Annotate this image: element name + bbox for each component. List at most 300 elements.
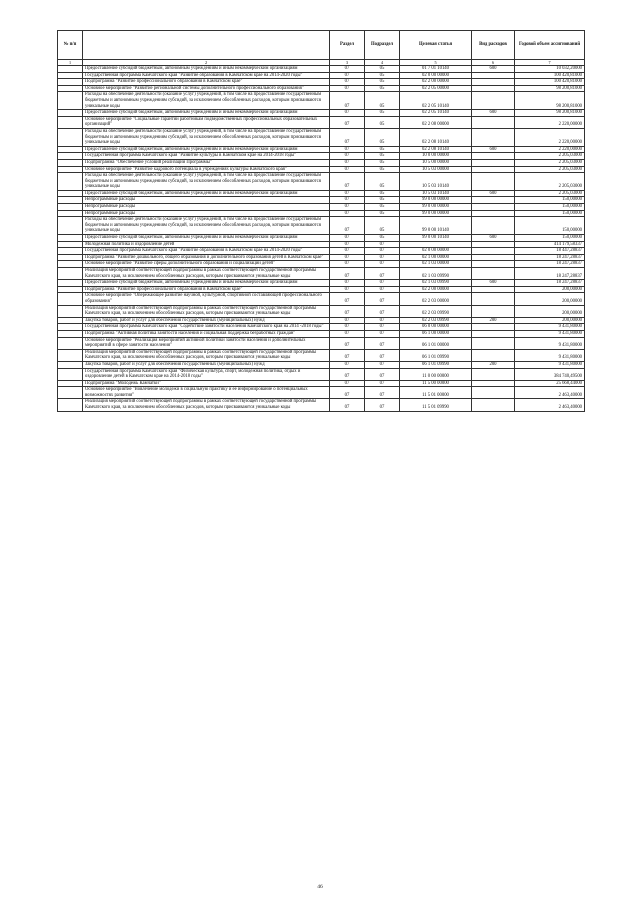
cell-amount: 18 447,28837 — [515, 248, 585, 255]
cell-section: 07 — [330, 66, 365, 73]
cell-subsection: 05 — [365, 197, 400, 204]
cell-target-article: 11 5 01 00000 — [400, 387, 472, 399]
cell-amount: 414 179,58337 — [515, 241, 585, 248]
header-row — [58, 31, 585, 60]
cell-target-article: 11 5 01 09990 — [400, 399, 472, 411]
cell-target-article: 99 0 00 00000 — [400, 197, 472, 204]
cell-name: Предоставление субсидий бюджетным, автономным учреждениям и иным некоммерческим организациям — [83, 66, 330, 73]
table-row — [58, 72, 585, 79]
cell-section: 07 — [330, 116, 365, 128]
cell-index — [58, 173, 83, 191]
cell-name: Подпрограмма "Развитие профессионального образования в Камчатском крае" — [83, 79, 330, 86]
cell-section: 07 — [330, 197, 365, 204]
cell-expense-type — [472, 349, 515, 361]
cell-index — [58, 210, 83, 217]
cell-index — [58, 286, 83, 293]
cell-expense-type: 600 — [472, 146, 515, 153]
cell-name: Расходы на обеспечение деятельности (оказание услуг) учреждений, в том числе на предоставление государственным бюджетным и автономным учреждениям субсидий, за исключением обособленных расходов, которым присваиваются уникальные коды — [83, 92, 330, 110]
cell-name: Основное мероприятие "Развитие региональной системы дополнительного профессионального образования" — [83, 85, 330, 92]
cell-section: 07 — [330, 286, 365, 293]
cell-expense-type: 200 — [472, 361, 515, 368]
header-cell: Подраздел — [365, 31, 400, 60]
cell-index — [58, 254, 83, 261]
cell-amount: 2 205,03000 — [515, 166, 585, 173]
cell-target-article: 06 1 01 00000 — [400, 337, 472, 349]
cell-name: Государственная программа Камчатского края "Развитие культуры в Камчатском крае на 2014-2018 годы" — [83, 153, 330, 160]
cell-section: 07 — [330, 317, 365, 324]
cell-section: 07 — [330, 190, 365, 197]
table-row — [58, 85, 585, 92]
cell-index — [58, 324, 83, 331]
cell-target-article: 02 2 08 00000 — [400, 116, 472, 128]
cell-index — [58, 317, 83, 324]
cell-name: Предоставление субсидий бюджетным, автономным учреждениям и иным некоммерческим организациям — [83, 235, 330, 242]
header-cell: № п/п — [58, 31, 83, 60]
header-cell: Вид расходов — [472, 31, 515, 60]
cell-target-article: 99 0 00 10140 — [400, 217, 472, 235]
table-row — [58, 261, 585, 268]
cell-expense-type — [472, 337, 515, 349]
cell-subsection: 05 — [365, 210, 400, 217]
cell-index — [58, 116, 83, 128]
cell-name: Непрограммные расходы — [83, 197, 330, 204]
cell-subsection: 05 — [365, 204, 400, 211]
cell-name: Основное мероприятие "Реализация мероприятий активной политики занятости населения и дополнительных мероприятий в сфере занятости населения" — [83, 337, 330, 349]
cell-index — [58, 159, 83, 166]
table-row — [58, 79, 585, 86]
table-body — [58, 66, 585, 412]
cell-name: Государственная программа Камчатского края "Физическая культура, спорт, молодежная политика, отдых и оздоровление детей в Камчатском крае на 2014-2018 годы" — [83, 368, 330, 380]
cell-amount: 2 463,40000 — [515, 399, 585, 411]
table-row — [58, 293, 585, 305]
cell-subsection: 07 — [365, 317, 400, 324]
cell-target-article: 06 0 00 00000 — [400, 324, 472, 331]
table-row — [58, 268, 585, 280]
cell-expense-type — [472, 153, 515, 160]
cell-section: 07 — [330, 261, 365, 268]
cell-name: Основное мероприятие "Социальные гарантии работникам подведомственных профессиональных образовательных организаций" — [83, 116, 330, 128]
table-row — [58, 210, 585, 217]
cell-expense-type — [472, 128, 515, 146]
cell-subsection: 05 — [365, 79, 400, 86]
cell-target-article: 02 2 00 00000 — [400, 79, 472, 86]
cell-target-article: 10 5 03 00000 — [400, 166, 472, 173]
cell-expense-type — [472, 79, 515, 86]
cell-target-article: 02 2 05 10140 — [400, 92, 472, 110]
cell-name: Расходы на обеспечение деятельности (оказание услуг) учреждений, в том числе на предоставление государственным бюджетным и автономным учреждениям субсидий, за исключением обособленных расходов, которым присваиваются уникальные коды — [83, 217, 330, 235]
cell-name: Предоставление субсидий бюджетным, автономным учреждениям и иным некоммерческим организациям — [83, 280, 330, 287]
cell-expense-type — [472, 268, 515, 280]
cell-index — [58, 66, 83, 73]
cell-target-article: 10 5 03 10140 — [400, 190, 472, 197]
cell-subsection: 05 — [365, 190, 400, 197]
cell-index — [58, 241, 83, 248]
cell-section: 07 — [330, 210, 365, 217]
column-number: 3 — [330, 60, 365, 66]
table-row — [58, 349, 585, 361]
cell-target-article: 99 0 00 10140 — [400, 235, 472, 242]
cell-target-article: 02 2 08 10140 — [400, 128, 472, 146]
cell-subsection: 05 — [365, 116, 400, 128]
cell-amount: 9 431,80000 — [515, 330, 585, 337]
cell-amount: 200,00000 — [515, 305, 585, 317]
cell-target-article: 02 2 05 00000 — [400, 85, 472, 92]
cell-subsection: 05 — [365, 159, 400, 166]
table-row — [58, 197, 585, 204]
cell-name: Реализация мероприятий соответствующей подпрограммы в рамках соответствующей государственной программы Камчатского края, за исключением обособленных расходов, которым присваиваются уникальные коды — [83, 349, 330, 361]
cell-target-article: 02 2 05 10140 — [400, 110, 472, 117]
cell-index — [58, 190, 83, 197]
table-row — [58, 241, 585, 248]
table-row — [58, 248, 585, 255]
cell-section: 07 — [330, 235, 365, 242]
cell-index — [58, 248, 83, 255]
page-number: 46 — [317, 884, 323, 890]
column-number: 6 — [472, 60, 515, 66]
cell-expense-type — [472, 286, 515, 293]
cell-subsection: 05 — [365, 217, 400, 235]
cell-index — [58, 305, 83, 317]
cell-amount: 384 740,49500 — [515, 368, 585, 380]
cell-index — [58, 72, 83, 79]
table-row — [58, 317, 585, 324]
cell-amount: 9 431,80000 — [515, 349, 585, 361]
table-row — [58, 159, 585, 166]
cell-index — [58, 153, 83, 160]
cell-target-article: 02 2 08 10140 — [400, 146, 472, 153]
cell-subsection: 07 — [365, 254, 400, 261]
cell-target-article — [400, 241, 472, 248]
table-row — [58, 204, 585, 211]
table-row — [58, 190, 585, 197]
cell-target-article: 02 0 00 00000 — [400, 72, 472, 79]
header-cell: Раздел — [330, 31, 365, 60]
cell-subsection: 07 — [365, 330, 400, 337]
cell-subsection: 07 — [365, 286, 400, 293]
cell-expense-type — [472, 254, 515, 261]
cell-name: Расходы на обеспечение деятельности (оказание услуг) учреждений, в том числе на предоставление государственным бюджетным и автономным учреждениям субсидий, за исключением обособленных расходов, которым присваиваются уникальные коды — [83, 173, 330, 191]
cell-index — [58, 293, 83, 305]
cell-amount: 9 431,80000 — [515, 337, 585, 349]
table-row — [58, 173, 585, 191]
cell-target-article: 11 5 00 00000 — [400, 380, 472, 387]
cell-name: Подпрограмма "Обеспечение условий реализации Программы" — [83, 159, 330, 166]
cell-index — [58, 166, 83, 173]
cell-target-article: 99 0 00 00000 — [400, 204, 472, 211]
cell-amount: 2 205,03000 — [515, 159, 585, 166]
cell-section: 07 — [330, 368, 365, 380]
cell-subsection: 05 — [365, 173, 400, 191]
cell-amount: 200,00000 — [515, 293, 585, 305]
table-row — [58, 254, 585, 261]
cell-index — [58, 197, 83, 204]
cell-section: 07 — [330, 361, 365, 368]
cell-section: 07 — [330, 330, 365, 337]
table-row — [58, 380, 585, 387]
cell-subsection: 05 — [365, 110, 400, 117]
cell-expense-type — [472, 72, 515, 79]
cell-target-article: 10 0 00 00000 — [400, 153, 472, 160]
cell-amount: 100 420,81000 — [515, 79, 585, 86]
cell-expense-type — [472, 261, 515, 268]
cell-index — [58, 368, 83, 380]
cell-target-article: 02 2 00 00000 — [400, 286, 472, 293]
cell-name: Предоставление субсидий бюджетным, автономным учреждениям и иным некоммерческим организациям — [83, 146, 330, 153]
cell-subsection: 07 — [365, 337, 400, 349]
cell-index — [58, 235, 83, 242]
cell-amount: 9 431,80000 — [515, 361, 585, 368]
cell-name: Государственная программа Камчатского края "Содействие занятости населения Камчатского края на 2014 -2018 годы" — [83, 324, 330, 331]
cell-section: 07 — [330, 380, 365, 387]
cell-expense-type: 600 — [472, 66, 515, 73]
cell-name: Государственная программа Камчатского края "Развитие образования в Камчатском крае на 2014-2020 годы" — [83, 72, 330, 79]
cell-section: 07 — [330, 305, 365, 317]
cell-target-article: 02 1 03 00000 — [400, 261, 472, 268]
cell-section: 07 — [330, 153, 365, 160]
cell-subsection: 07 — [365, 324, 400, 331]
table-row — [58, 305, 585, 317]
cell-target-article: 02 1 03 09990 — [400, 280, 472, 287]
cell-section: 07 — [330, 399, 365, 411]
cell-section: 07 — [330, 349, 365, 361]
cell-section: 07 — [330, 72, 365, 79]
cell-subsection: 07 — [365, 268, 400, 280]
cell-amount: 200,00000 — [515, 317, 585, 324]
column-number: 1 — [58, 60, 83, 66]
cell-index — [58, 217, 83, 235]
cell-name: Закупка товаров, работ и услуг для обеспечения государственных (муниципальных) нужд — [83, 361, 330, 368]
cell-expense-type — [472, 324, 515, 331]
cell-amount: 2 220,00000 — [515, 128, 585, 146]
cell-subsection: 07 — [365, 280, 400, 287]
table-row — [58, 110, 585, 117]
cell-name: Реализация мероприятий соответствующей подпрограммы в рамках соответствующей государственной программы Камчатского края, за исключением обособленных расходов, которым присваиваются уникальные коды — [83, 305, 330, 317]
cell-name: Предоставление субсидий бюджетным, автономным учреждениям и иным некоммерческим организациям — [83, 190, 330, 197]
cell-amount: 98 200,81000 — [515, 85, 585, 92]
cell-amount: 10 032,20000 — [515, 66, 585, 73]
cell-section: 07 — [330, 293, 365, 305]
cell-subsection: 07 — [365, 305, 400, 317]
cell-index — [58, 146, 83, 153]
cell-name: Основное мероприятие "Развитие кадрового потенциала в учреждениях культуры Камчатского края" — [83, 166, 330, 173]
table-row — [58, 166, 585, 173]
budget-table — [57, 30, 585, 412]
cell-expense-type — [472, 159, 515, 166]
header-cell: Годовой объем ассигнований — [515, 31, 585, 60]
cell-expense-type: 600 — [472, 110, 515, 117]
cell-target-article: 99 0 00 00000 — [400, 210, 472, 217]
cell-amount: 100 420,81000 — [515, 72, 585, 79]
cell-expense-type — [472, 380, 515, 387]
cell-section: 07 — [330, 268, 365, 280]
table-row — [58, 280, 585, 287]
cell-index — [58, 349, 83, 361]
cell-subsection: 05 — [365, 85, 400, 92]
cell-target-article: 11 0 00 00000 — [400, 368, 472, 380]
cell-index — [58, 79, 83, 86]
cell-name: Непрограммные расходы — [83, 210, 330, 217]
cell-expense-type — [472, 399, 515, 411]
cell-target-article: 02 1 03 09990 — [400, 268, 472, 280]
cell-expense-type — [472, 330, 515, 337]
cell-index — [58, 204, 83, 211]
cell-index — [58, 85, 83, 92]
table-row — [58, 116, 585, 128]
cell-amount: 150,00000 — [515, 210, 585, 217]
table-row — [58, 217, 585, 235]
cell-amount: 2 205,03000 — [515, 153, 585, 160]
cell-index — [58, 361, 83, 368]
table-row — [58, 66, 585, 73]
cell-subsection: 05 — [365, 72, 400, 79]
cell-name: Основное мероприятие "Вовлечение молодёжи в социальную практику и её информирование о потенциальных возможностях развития" — [83, 387, 330, 399]
cell-expense-type — [472, 305, 515, 317]
cell-index — [58, 92, 83, 110]
cell-expense-type — [472, 241, 515, 248]
table-row — [58, 92, 585, 110]
cell-amount: 2 220,00000 — [515, 116, 585, 128]
cell-expense-type: 600 — [472, 190, 515, 197]
cell-index — [58, 330, 83, 337]
cell-target-article: 10 5 03 10140 — [400, 173, 472, 191]
cell-section: 07 — [330, 110, 365, 117]
table-row — [58, 387, 585, 399]
cell-amount: 2 463,40000 — [515, 387, 585, 399]
cell-subsection: 07 — [365, 399, 400, 411]
cell-subsection: 07 — [365, 241, 400, 248]
cell-subsection: 07 — [365, 380, 400, 387]
cell-amount: 9 431,80000 — [515, 324, 585, 331]
cell-expense-type — [472, 116, 515, 128]
cell-subsection: 05 — [365, 153, 400, 160]
cell-subsection: 05 — [365, 92, 400, 110]
cell-name: Государственная программа Камчатского края "Развитие образования в Камчатском крае на 2014-2020 годы" — [83, 248, 330, 255]
cell-subsection: 07 — [365, 261, 400, 268]
cell-section: 07 — [330, 92, 365, 110]
cell-subsection: 05 — [365, 166, 400, 173]
cell-index — [58, 380, 83, 387]
cell-name: Основное мероприятие "Опережающее развитие научной, культурной, спортивной составляющей профессионального образования" — [83, 293, 330, 305]
budget-table-sheet — [57, 30, 584, 412]
cell-expense-type — [472, 92, 515, 110]
cell-amount: 98 200,81000 — [515, 110, 585, 117]
cell-section: 07 — [330, 128, 365, 146]
table-row — [58, 146, 585, 153]
table-row — [58, 128, 585, 146]
cell-name: Подпрограмма "Развитие дошкольного, общего образования и дополнительного образования детей в Камчатском крае" — [83, 254, 330, 261]
cell-name: Непрограммные расходы — [83, 204, 330, 211]
cell-target-article: 02 2 03 00000 — [400, 293, 472, 305]
cell-expense-type — [472, 210, 515, 217]
cell-name: Подпрограмма "Развитие профессионального образования в Камчатском крае" — [83, 286, 330, 293]
cell-amount: 150,00000 — [515, 235, 585, 242]
cell-subsection: 05 — [365, 146, 400, 153]
table-row — [58, 330, 585, 337]
cell-section: 07 — [330, 146, 365, 153]
cell-target-article: 02 2 03 09990 — [400, 305, 472, 317]
cell-target-article: 06 1 01 09990 — [400, 349, 472, 361]
table-row — [58, 235, 585, 242]
cell-amount: 98 200,81000 — [515, 92, 585, 110]
cell-name: Основное мероприятие "Развитие сферы дополнительного образования и социализации детей" — [83, 261, 330, 268]
cell-amount: 18 247,28837 — [515, 280, 585, 287]
cell-section: 07 — [330, 241, 365, 248]
cell-subsection: 07 — [365, 361, 400, 368]
cell-subsection: 07 — [365, 349, 400, 361]
table-row — [58, 361, 585, 368]
cell-index — [58, 387, 83, 399]
cell-target-article: 02 2 03 09990 — [400, 317, 472, 324]
cell-target-article: 01 7 01 10140 — [400, 66, 472, 73]
column-number: 5 — [400, 60, 472, 66]
column-number: 7 — [515, 60, 585, 66]
cell-expense-type — [472, 217, 515, 235]
cell-amount: 150,00000 — [515, 204, 585, 211]
cell-expense-type — [472, 368, 515, 380]
cell-index — [58, 261, 83, 268]
cell-name: Подпрограмма "Молодежь Камчатки" — [83, 380, 330, 387]
cell-expense-type — [472, 166, 515, 173]
table-row — [58, 324, 585, 331]
cell-section: 07 — [330, 280, 365, 287]
cell-index — [58, 399, 83, 411]
cell-section: 07 — [330, 254, 365, 261]
header-cell — [83, 31, 330, 60]
cell-name: Молодежная политика и оздоровление детей — [83, 241, 330, 248]
cell-index — [58, 110, 83, 117]
table-row — [58, 337, 585, 349]
cell-amount: 150,00000 — [515, 217, 585, 235]
cell-amount: 25 668,44000 — [515, 380, 585, 387]
cell-amount: 2 220,00000 — [515, 146, 585, 153]
table-row — [58, 153, 585, 160]
header-cell: Целевая статья — [400, 31, 472, 60]
cell-target-article: 02 1 00 00000 — [400, 254, 472, 261]
cell-name: Реализация мероприятий соответствующей подпрограммы в рамках соответствующей государственной программы Камчатского края, за исключением обособленных расходов, которым присваиваются уникальные коды — [83, 399, 330, 411]
cell-section: 07 — [330, 79, 365, 86]
cell-amount: 18 247,28837 — [515, 254, 585, 261]
table-row — [58, 399, 585, 411]
cell-index — [58, 268, 83, 280]
cell-section: 07 — [330, 159, 365, 166]
cell-section: 07 — [330, 248, 365, 255]
cell-subsection: 05 — [365, 66, 400, 73]
cell-amount: 2 205,03000 — [515, 190, 585, 197]
cell-subsection: 05 — [365, 235, 400, 242]
cell-subsection: 05 — [365, 128, 400, 146]
cell-section: 07 — [330, 204, 365, 211]
cell-subsection: 07 — [365, 293, 400, 305]
cell-name: Предоставление субсидий бюджетным, автономным учреждениям и иным некоммерческим организациям — [83, 110, 330, 117]
cell-expense-type: 600 — [472, 280, 515, 287]
cell-section: 07 — [330, 337, 365, 349]
cell-expense-type — [472, 204, 515, 211]
cell-target-article: 06 1 01 09990 — [400, 361, 472, 368]
cell-section: 07 — [330, 217, 365, 235]
cell-section: 07 — [330, 324, 365, 331]
cell-target-article: 06 1 00 00000 — [400, 330, 472, 337]
cell-expense-type: 200 — [472, 317, 515, 324]
cell-index — [58, 128, 83, 146]
cell-amount: 150,00000 — [515, 197, 585, 204]
cell-index — [58, 337, 83, 349]
cell-section: 07 — [330, 387, 365, 399]
cell-expense-type — [472, 248, 515, 255]
cell-target-article: 02 0 00 00000 — [400, 248, 472, 255]
cell-section: 07 — [330, 166, 365, 173]
cell-expense-type — [472, 197, 515, 204]
cell-target-article: 10 5 00 00000 — [400, 159, 472, 166]
